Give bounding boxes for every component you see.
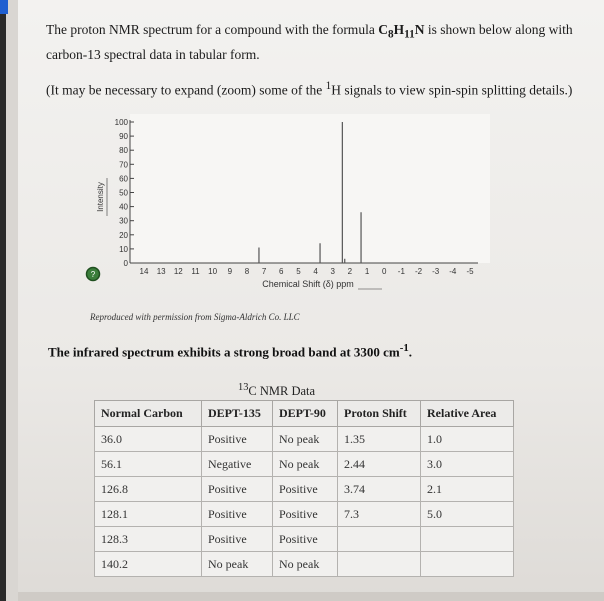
- y-axis-label: Intensity: [96, 182, 105, 212]
- c13-table-title: [238, 382, 315, 399]
- spectrum-canvas: [78, 112, 508, 294]
- y-tick-label: 0: [123, 259, 128, 268]
- ir-statement: [48, 342, 412, 360]
- x-tick-label: 5: [296, 267, 301, 276]
- table-cell: 128.1: [95, 502, 202, 527]
- table-cell: Positive: [273, 527, 338, 552]
- plot-area: [130, 114, 490, 263]
- table-row: [95, 477, 514, 502]
- table-row: [95, 427, 514, 452]
- question-intro: [46, 20, 591, 64]
- formula-h-count: 11: [404, 28, 415, 41]
- x-tick-label: 6: [279, 267, 284, 276]
- table-row: [95, 502, 514, 527]
- table-cell: Negative: [202, 452, 273, 477]
- table-cell: 56.1: [95, 452, 202, 477]
- h-nmr-spectrum: [78, 112, 508, 299]
- table-cell: Positive: [202, 427, 273, 452]
- y-tick-label: 30: [119, 216, 128, 226]
- c13-title-sup: 13: [238, 382, 249, 393]
- formula-h: H: [393, 22, 405, 37]
- col-normal-carbon: Normal Carbon: [95, 401, 202, 427]
- table-row: [95, 527, 514, 552]
- table-cell: 1.35: [338, 427, 421, 452]
- question-page: [18, 0, 604, 601]
- table-cell: [421, 552, 514, 577]
- table-cell: [421, 527, 514, 552]
- x-tick-label: 2: [347, 267, 353, 276]
- table-cell: 5.0: [421, 502, 514, 527]
- x-tick-label: 7: [261, 267, 267, 276]
- table-cell: 140.2: [95, 552, 202, 577]
- table-cell: [338, 527, 421, 552]
- formula-n: N: [414, 22, 425, 37]
- table-cell: 128.3: [95, 527, 202, 552]
- note-pre: (It may be necessary to expand (zoom) some of the: [46, 82, 326, 98]
- bottom-toolbar-strip: [18, 592, 604, 601]
- table-header-row: [95, 401, 514, 427]
- table-cell: Positive: [202, 502, 273, 527]
- x-tick-label: 12: [173, 267, 183, 276]
- x-tick-label: 1: [364, 267, 370, 276]
- table-row: [95, 452, 514, 477]
- x-tick-label: -1: [397, 267, 405, 276]
- y-tick-label: 90: [119, 132, 128, 142]
- x-axis-label: Chemical Shift (δ) ppm: [262, 279, 354, 289]
- x-tick-label: 13: [156, 267, 166, 276]
- table-cell: No peak: [273, 452, 338, 477]
- x-tick-label: -2: [414, 267, 423, 276]
- browser-tab-marker: [0, 0, 8, 14]
- x-tick-label: -3: [432, 267, 440, 276]
- table-cell: 1.0: [421, 427, 514, 452]
- table-cell: No peak: [202, 552, 273, 577]
- table-cell: 7.3: [338, 502, 421, 527]
- table-cell: [338, 552, 421, 577]
- col-relative-area: Relative Area: [421, 401, 514, 427]
- y-tick-label: 50: [119, 188, 128, 198]
- table-cell: No peak: [273, 552, 338, 577]
- c13-title-text: C NMR Data: [248, 384, 316, 399]
- y-tick-label: 80: [119, 146, 128, 156]
- table-cell: Positive: [202, 527, 273, 552]
- question-circle-icon[interactable]: [87, 268, 100, 281]
- intro-text-a: The proton NMR spectrum for a compound with the formula: [46, 22, 379, 37]
- x-tick-label: 8: [244, 267, 250, 276]
- x-tick-label: 9: [227, 267, 233, 276]
- table-cell: Positive: [273, 477, 338, 502]
- table-cell: Positive: [202, 477, 273, 502]
- svg-text:?: ?: [90, 270, 96, 279]
- note-post: H signals to view spin-spin splitting details.): [331, 82, 573, 98]
- ir-text: The infrared spectrum exhibits a strong broad band at 3300 cm: [48, 344, 400, 360]
- y-tick-label: 70: [119, 160, 128, 170]
- image-credit: Reproduced with permission from Sigma-Aldrich Co. LLC: [90, 312, 300, 322]
- table-cell: No peak: [273, 427, 338, 452]
- table-cell: 3.0: [421, 452, 514, 477]
- formula-c-count: 8: [387, 28, 394, 41]
- y-tick-label: 20: [119, 230, 128, 240]
- note-sup: 1: [325, 80, 332, 92]
- x-tick-label: 11: [191, 267, 200, 276]
- intro-text-b: is shown below along with carbon-13 spectral data in tabular form.: [46, 22, 573, 62]
- table-cell: 3.74: [338, 477, 421, 502]
- x-tick-label: 14: [139, 267, 149, 276]
- table-cell: 126.8: [95, 477, 202, 502]
- ir-sup: -1: [399, 342, 409, 354]
- y-tick-label: 60: [119, 174, 128, 184]
- table-row: [95, 552, 514, 577]
- col-dept-90: DEPT-90: [273, 401, 338, 427]
- col-dept-135: DEPT-135: [202, 401, 273, 427]
- c13-data-table: [94, 400, 514, 577]
- x-tick-label: -5: [466, 267, 474, 276]
- y-tick-label: 100: [114, 118, 128, 127]
- x-tick-label: 10: [208, 267, 218, 276]
- table-cell: 36.0: [95, 427, 202, 452]
- col-proton-shift: Proton Shift: [338, 401, 421, 427]
- screen-bezel: [0, 0, 6, 601]
- x-tick-label: -4: [449, 267, 457, 276]
- table-cell: 2.1: [421, 477, 514, 502]
- zoom-note: [46, 80, 591, 99]
- x-tick-label: 0: [381, 267, 387, 276]
- x-tick-label: 4: [313, 267, 318, 276]
- y-tick-label: 40: [119, 202, 128, 212]
- table-cell: Positive: [273, 502, 338, 527]
- formula-c: C: [378, 22, 388, 37]
- ir-end: .: [408, 344, 413, 360]
- y-tick-label: 10: [119, 244, 128, 254]
- table-cell: 2.44: [338, 452, 421, 477]
- x-tick-label: 3: [330, 267, 335, 276]
